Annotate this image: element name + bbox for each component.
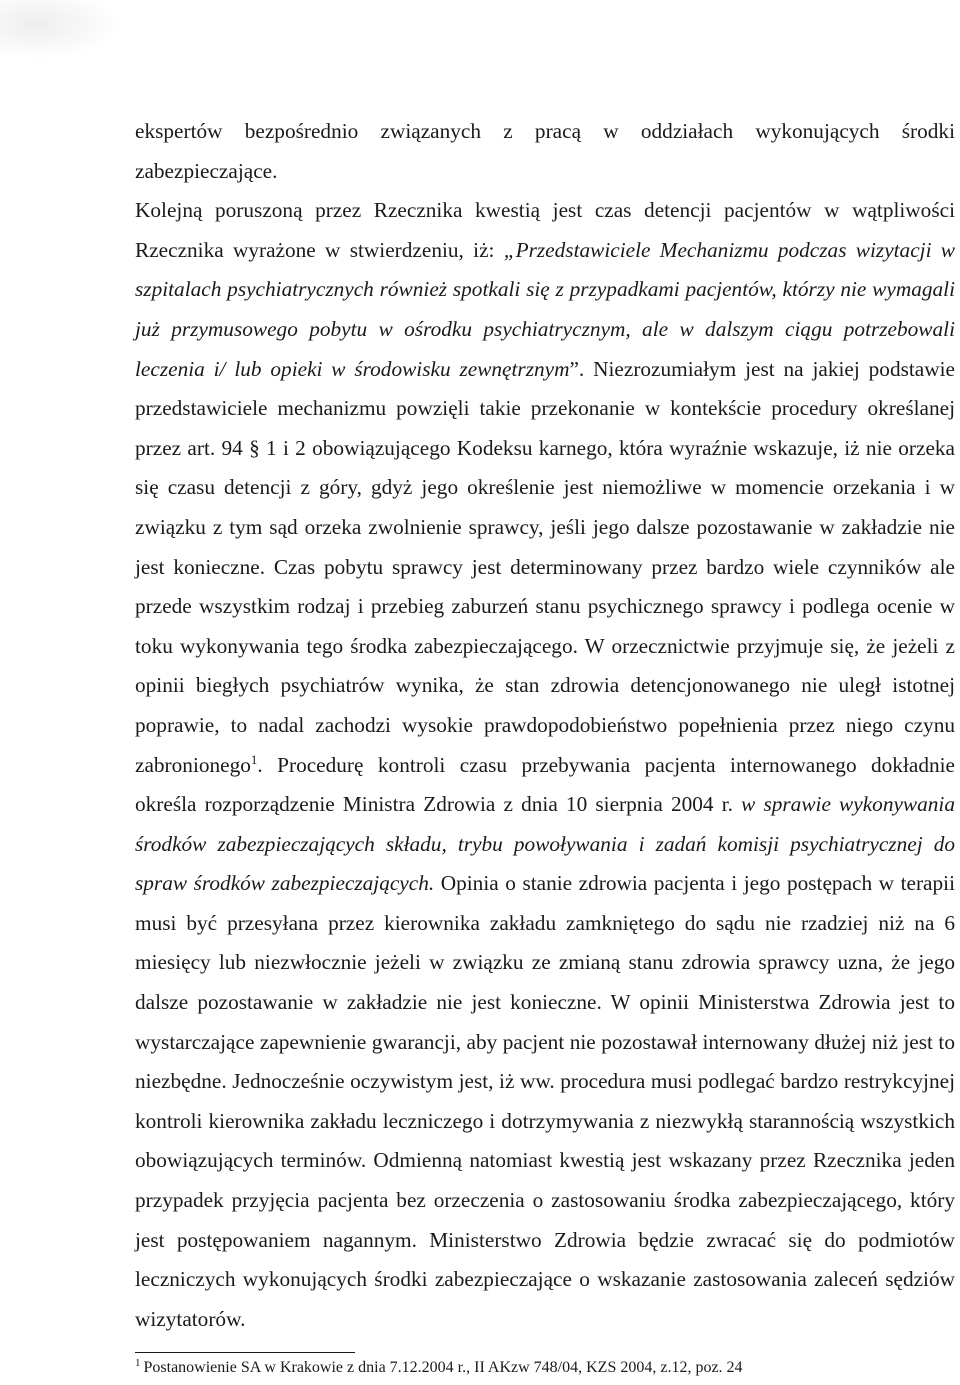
- paragraph-2-body: ”. Niezrozumiałym jest na jakiej podstawie przedstawiciele mechanizmu powzięli takie przekonanie w kontekście procedury określanej przez art. 94 § 1 i 2 obowiązującego Kodeksu karnego, która wyraźnie wskazuje, iż nie orzeka się czasu detencji z góry, gdyż jego określenie jest niemożliwe w momencie orzekania i w związku z tym sąd orzeka zwolnienie sprawcy, jeśli jego dalsze pozostawanie w zakładzie nie jest konieczne. Czas pobytu sprawcy jest determinowany przez bardzo wiele czynników ale przede wszystkim rodzaj i przebieg zaburzeń stanu psychicznego sprawcy i podlega ocenie w toku wykonywania tego środka zabezpieczającego. W orzecznictwie przyjmuje się, że jeżeli z opinii biegłych psychiatrów wynika, że stan zdrowia detencjonowanego nie uległ istotnej poprawie, to nadal zachodzi wysokie prawdopodobieństwo popełnienia przez niego czynu zabronionego: [135, 356, 955, 777]
- paragraph-2-continued: . Procedurę kontroli czasu przebywania pacjenta internowanego dokładnie określa rozporządzenie Ministra Zdrowia z dnia 10 sierpnia 2004 r.: [135, 752, 955, 817]
- paragraph-2: [135, 191, 955, 1339]
- document-body: [135, 112, 955, 1339]
- footnote-reference[interactable]: 1: [250, 751, 258, 767]
- paragraph-1: ekspertów bezpośrednio związanych z pracą w oddziałach wykonujących środki zabezpieczające.: [135, 119, 955, 183]
- paragraph-2-intro: Kolejną poruszoną przez Rzecznika kwestią jest czas detencji pacjentów w wątpliwości Rzecznika wyrażone w stwierdzeniu, iż:: [135, 198, 955, 262]
- footnote: [135, 1358, 955, 1378]
- regulation-title: w sprawie wykonywania środków zabezpieczających składu, trybu powoływania i zadań komisji psychiatrycznej do spraw środków zabezpieczających.: [135, 792, 955, 896]
- footnote-separator: [135, 1352, 355, 1353]
- mechanism-quote: „Przedstawiciele Mechanizmu podczas wizytacji w szpitalach psychiatrycznych również spotkali się z przypadkami pacjentów, którzy nie wymagali już przymusowego pobytu w ośrodku psychiatrycznym, ale w dalszym ciągu potrzebowali leczenia i/ lub opieki w środowisku zewnętrznym: [135, 237, 955, 381]
- footnote-text: Postanowienie SA w Krakowie z dnia 7.12.2004 r., II AKzw 748/04, KZS 2004, z.12, poz. 24: [143, 1359, 743, 1376]
- paragraph-2-conclusion: Opinia o stanie zdrowia pacjenta i jego postępach w terapii musi być przesyłana przez kierownika zakładu zamkniętego do sądu nie rzadziej niż na 6 miesięcy lub niezwłocznie jeżeli w związku ze zmianą stanu zdrowia sprawcy uzna, że jego dalsze pozostawanie w zakładzie nie jest konieczne. W opinii Ministerstwa Zdrowia jest to wystarczające zapewnienie gwarancji, aby pacjent nie pozostawał internowany dłużej niż jest to niezbędne. Jednocześnie oczywistym jest, iż ww. procedura musi podlegać bardzo restrykcyjnej kontroli kierownika zakładu leczniczego i dotrzymywania z niezwykłą starannością wszystkich obowiązujących terminów. Odmienną natomiast kwestią jest wskazany przez Rzecznika jeden przypadek przyjęcia pacjenta bez orzeczenia o zastosowaniu środka zabezpieczającego, który jest postępowaniem nagannym. Ministerstwo Zdrowia będzie zwracać się do podmiotów leczniczych wykonujących środki zabezpieczające o wskazanie zastosowania zaleceń sędziów wizytatorów.: [135, 871, 955, 1331]
- footnote-number: 1: [135, 1356, 141, 1369]
- scan-smudge: [0, 0, 120, 60]
